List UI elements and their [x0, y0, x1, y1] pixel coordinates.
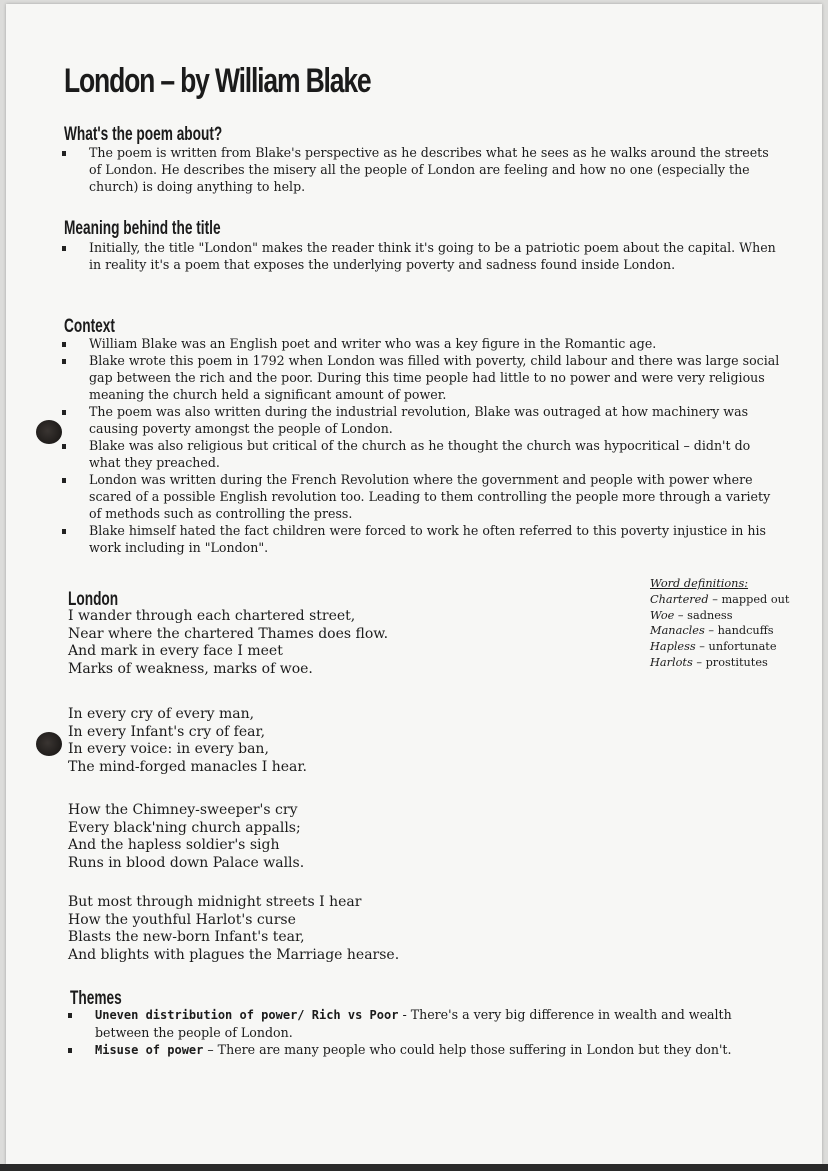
poem-line: In every cry of every man, [68, 706, 255, 722]
definition-term: Hapless [650, 640, 696, 654]
poem-line: The mind-forged manacles I hear. [68, 758, 307, 775]
section-heading-about: What's the poem about? [64, 124, 223, 145]
list-item [68, 1041, 782, 1059]
poem-heading: London [68, 589, 119, 610]
poem-line: But most through midnight streets I hear [68, 894, 362, 910]
punch-hole [36, 420, 62, 444]
definition-meaning: – prostitutes [692, 655, 768, 669]
theme-text: – There are many people who could help those suffering in London but they don't. [203, 1042, 732, 1057]
poem-line: How the Chimney-sweeper's cry [68, 802, 298, 818]
definitions-heading: Word definitions: [650, 577, 749, 590]
poem-line: In every Infant's cry of fear, [68, 723, 266, 740]
definition-row [650, 623, 789, 639]
list-item [68, 1006, 782, 1041]
list-item: London was written during the French Revolution where the government and people with power where scared of a possible English revolution too. Leading to them controlling the people more through a variety of methods such as controlling the press. [62, 471, 784, 522]
definition-meaning: – mapped out [708, 592, 790, 606]
document-page [6, 4, 822, 1164]
definition-term: Woe [650, 608, 675, 622]
context-bullets [62, 335, 784, 556]
section-heading-themes: Themes [70, 988, 122, 1009]
list-item: Blake was also religious but critical of the church as he thought the church was hypocritical – didn't do what they preached. [62, 437, 784, 471]
poem-line: Near where the chartered Thames does flow. [68, 625, 389, 642]
definition-row [650, 639, 789, 655]
poem-line: Marks of weakness, marks of woe. [68, 660, 313, 677]
list-item: Initially, the title "London" makes the reader think it's going to be a patriotic poem about the capital. When in reality it's a poem that exposes the underlying poverty and sadness found inside London. [62, 239, 784, 273]
poem-line: Runs in blood down Palace walls. [68, 854, 305, 871]
definition-term: Chartered [650, 592, 709, 606]
section-heading-title-meaning: Meaning behind the title [64, 218, 221, 239]
poem-line: And blights with plagues the Marriage hearse. [68, 946, 400, 963]
poem-stanza [68, 608, 388, 678]
about-bullets [62, 144, 784, 195]
section-heading-context: Context [64, 316, 115, 337]
poem-line: I wander through each chartered street, [68, 608, 356, 624]
poem-stanza [68, 894, 399, 964]
list-item: The poem is written from Blake's perspective as he describes what he sees as he walks around the streets of London. He describes the misery all the people of London are feeling and how no one (especially the church) is doing anything to help. [62, 144, 784, 195]
page-title: London – by William Blake [64, 62, 371, 100]
definition-meaning: – sadness [674, 608, 733, 622]
poem-line: In every voice: in every ban, [68, 741, 269, 758]
title-meaning-bullets [62, 239, 784, 273]
definition-meaning: – unfortunate [695, 640, 777, 654]
word-definitions [650, 576, 789, 671]
poem-line: Blasts the new-born Infant's tear, [68, 929, 305, 946]
punch-hole [36, 732, 62, 756]
definition-meaning: – handcuffs [704, 624, 774, 638]
definition-row [650, 655, 789, 671]
theme-term: Misuse of power [95, 1043, 204, 1057]
poem-stanza [68, 706, 307, 776]
poem-line: And mark in every face I meet [68, 643, 283, 660]
themes-bullets [68, 1006, 782, 1059]
poem-line: And the hapless soldier's sigh [68, 837, 280, 854]
definition-row [650, 608, 789, 624]
definition-term: Manacles [650, 624, 705, 638]
list-item: William Blake was an English poet and writer who was a key figure in the Romantic age. [62, 335, 784, 352]
poem-line: How the youthful Harlot's curse [68, 911, 296, 928]
theme-text: - There's a very big difference in wealth and wealth between the people of London. [95, 1007, 732, 1040]
scan-edge [0, 1164, 828, 1171]
list-item: Blake wrote this poem in 1792 when London was filled with poverty, child labour and there was large social gap between the rich and the poor. During this time people had little to no power and were very religious meaning the church held a significant amount of power. [62, 352, 784, 403]
list-item: Blake himself hated the fact children were forced to work he often referred to this poverty injustice in his work including in "London". [62, 522, 784, 556]
definition-term: Harlots [650, 655, 693, 669]
poem-stanza [68, 802, 304, 872]
theme-term: Uneven distribution of power/ Rich vs Poor [95, 1008, 399, 1022]
definition-row [650, 592, 789, 608]
poem-line: Every black'ning church appalls; [68, 819, 301, 836]
list-item: The poem was also written during the industrial revolution, Blake was outraged at how machinery was causing poverty amongst the people of London. [62, 403, 784, 437]
